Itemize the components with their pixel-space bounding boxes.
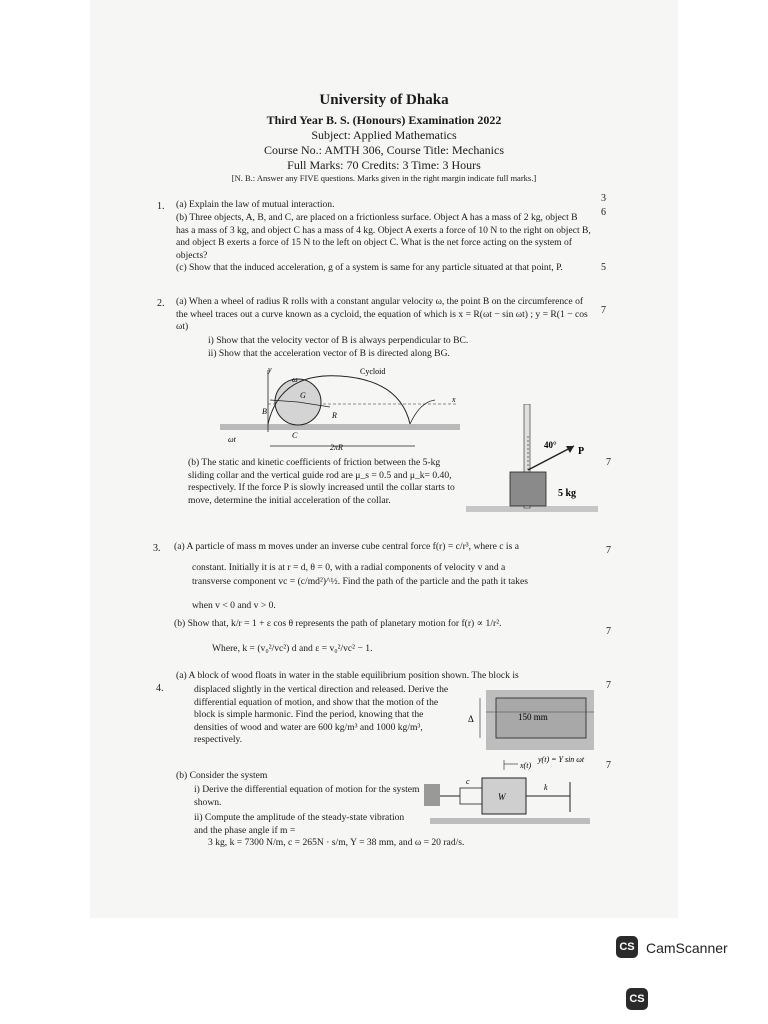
y-label: y(t) = Y sin ωt xyxy=(538,755,585,764)
collar-figure xyxy=(466,404,598,524)
question-1c-marks: 5 xyxy=(601,262,606,273)
question-4b-i: i) Derive the differential equation of motion for the system shown. xyxy=(194,784,420,808)
label-omega-t: ωt xyxy=(228,435,236,444)
question-2a: (a) When a wheel of radius R rolls with a constant angular velocity ω, the point B on the circumference of the wheel traces out a curve known as a cycloid, the equation of which is x = R(ωt − sin ωt) ; y = R(1 − cos ωt) xyxy=(176,296,588,332)
question-1b-marks: 6 xyxy=(601,207,606,218)
question-3a-line2: constant. Initially it is at r = d, θ = 0, with a radial components of velocity v and a xyxy=(192,562,506,573)
question-4b-marks: 7 xyxy=(606,760,611,771)
x-label: x(t) xyxy=(520,761,532,770)
question-3a-line4: when v < 0 and v > 0. xyxy=(192,600,276,611)
question-3a-line3: transverse component vc = (c/md²)^½. Find the path of the particle and the path it takes xyxy=(192,576,528,587)
question-1a: (a) Explain the law of mutual interaction. xyxy=(176,199,335,210)
force-label: P xyxy=(578,446,585,457)
label-x: x xyxy=(452,395,456,404)
question-4b-ii: ii) Compute the amplitude of the steady-state vibration and the phase angle if m = xyxy=(194,812,405,836)
vibration-system-figure xyxy=(420,752,600,836)
question-3a-marks: 7 xyxy=(606,545,611,556)
question-3a-line1: (a) A particle of mass m moves under an inverse cube central force f(r) = c/r³, where c is a xyxy=(174,541,519,552)
question-2b-marks: 7 xyxy=(606,457,611,468)
question-2-number: 2. xyxy=(157,298,165,309)
camscanner-logo-icon-2: CS xyxy=(626,988,648,1010)
question-1c: (c) Show that the induced acceleration, g of a system is same for any particle situated at that point, P. xyxy=(176,262,563,273)
cycloid-curve-2 xyxy=(410,400,435,424)
label-y: y xyxy=(268,365,272,374)
question-4a-line2: displaced slightly in the vertical direction and released. Derive the differential equation of motion, and show that the motion of the block is simple harmonic. Find the period, knowing that the densities of wood and water are 600 kg/m³ and 1000 kg/m³, respectively. xyxy=(194,684,449,745)
question-4a-marks: 7 xyxy=(606,680,611,691)
label-c: C xyxy=(292,431,298,440)
c-label: c xyxy=(466,777,470,786)
label-b: B xyxy=(262,407,267,416)
question-2b: (b) The static and kinetic coefficients of friction between the 5-kg sliding collar and the vertical guide rod are μ_s = 0.5 and μ_k= 0.40, respectively. If the force P is slowly increased until the collar starts to move, determine the initial acceleration of the collar. xyxy=(188,457,455,506)
angle-label: 40° xyxy=(544,440,557,450)
mass-label: 5 kg xyxy=(558,488,577,499)
w-label: W xyxy=(498,792,506,802)
camscanner-brand: CamScanner xyxy=(646,940,728,956)
question-3b-marks: 7 xyxy=(606,626,611,637)
exam-title: Third Year B. S. (Honours) Examination 2022 xyxy=(266,113,502,127)
camscanner-logo-icon: CS xyxy=(616,936,638,958)
university-title: University of Dhaka xyxy=(319,92,449,108)
ground xyxy=(220,424,460,430)
k-label: k xyxy=(544,783,548,792)
question-1b: (b) Three objects, A, B, and C, are placed on a frictionless surface. Object A has a mass of 2 kg, object B has a mass of 3 kg, and object C has a mass of 4 kg. Object A exerts a force of 10 N to the right on object B, and object B exerts a force of 15 N to the left on object C. What is the net force acting on the system of objects? xyxy=(176,212,591,261)
question-1a-marks: 3 xyxy=(601,193,606,204)
floating-block-figure xyxy=(466,686,596,752)
floor xyxy=(466,506,598,512)
question-2a-marks: 7 xyxy=(601,305,606,316)
question-4a-line1: (a) A block of wood floats in water in the stable equilibrium position shown. The block is xyxy=(176,670,519,681)
base xyxy=(430,818,590,824)
label-omega: ω xyxy=(292,375,298,384)
label-2pir: 2πR xyxy=(330,443,343,452)
label-cycloid: Cycloid xyxy=(360,367,386,376)
wall xyxy=(424,784,440,806)
collar xyxy=(510,472,546,506)
question-4b-ii-values: 3 kg, k = 7300 N/m, c = 265N · s/m, Y = 38 mm, and ω = 20 rad/s. xyxy=(208,837,465,848)
question-1-number: 1. xyxy=(157,201,165,212)
question-3b-line2: Where, k = (v₀²/vc²) d and ε = v₀²/vc² − 1. xyxy=(212,643,373,654)
instruction-note: [N. B.: Answer any FIVE questions. Marks given in the right margin indicate full marks.] xyxy=(231,173,537,183)
question-3b-line1: (b) Show that, k/r = 1 + ε cos θ represents the path of planetary motion for f(r) ∝ 1/r². xyxy=(174,618,502,629)
cycloid-figure xyxy=(210,362,470,462)
question-4b: (b) Consider the system xyxy=(176,770,268,781)
marks-line: Full Marks: 70 Credits: 3 Time: 3 Hours xyxy=(287,158,481,172)
course-line: Course No.: AMTH 306, Course Title: Mechanics xyxy=(264,143,504,157)
question-2a-ii: ii) Show that the acceleration vector of B is directed along BG. xyxy=(208,348,450,359)
label-r: R xyxy=(332,411,337,420)
damper xyxy=(460,788,482,804)
question-3-number: 3. xyxy=(153,543,161,554)
subject-line: Subject: Applied Mathematics xyxy=(311,128,457,142)
label-g: G xyxy=(300,391,306,400)
question-2a-i: i) Show that the velocity vector of B is always perpendicular to BC. xyxy=(208,335,469,346)
delta-label: Δ xyxy=(468,714,474,724)
question-4-number: 4. xyxy=(156,683,164,694)
dimension-label: 150 mm xyxy=(518,712,548,722)
